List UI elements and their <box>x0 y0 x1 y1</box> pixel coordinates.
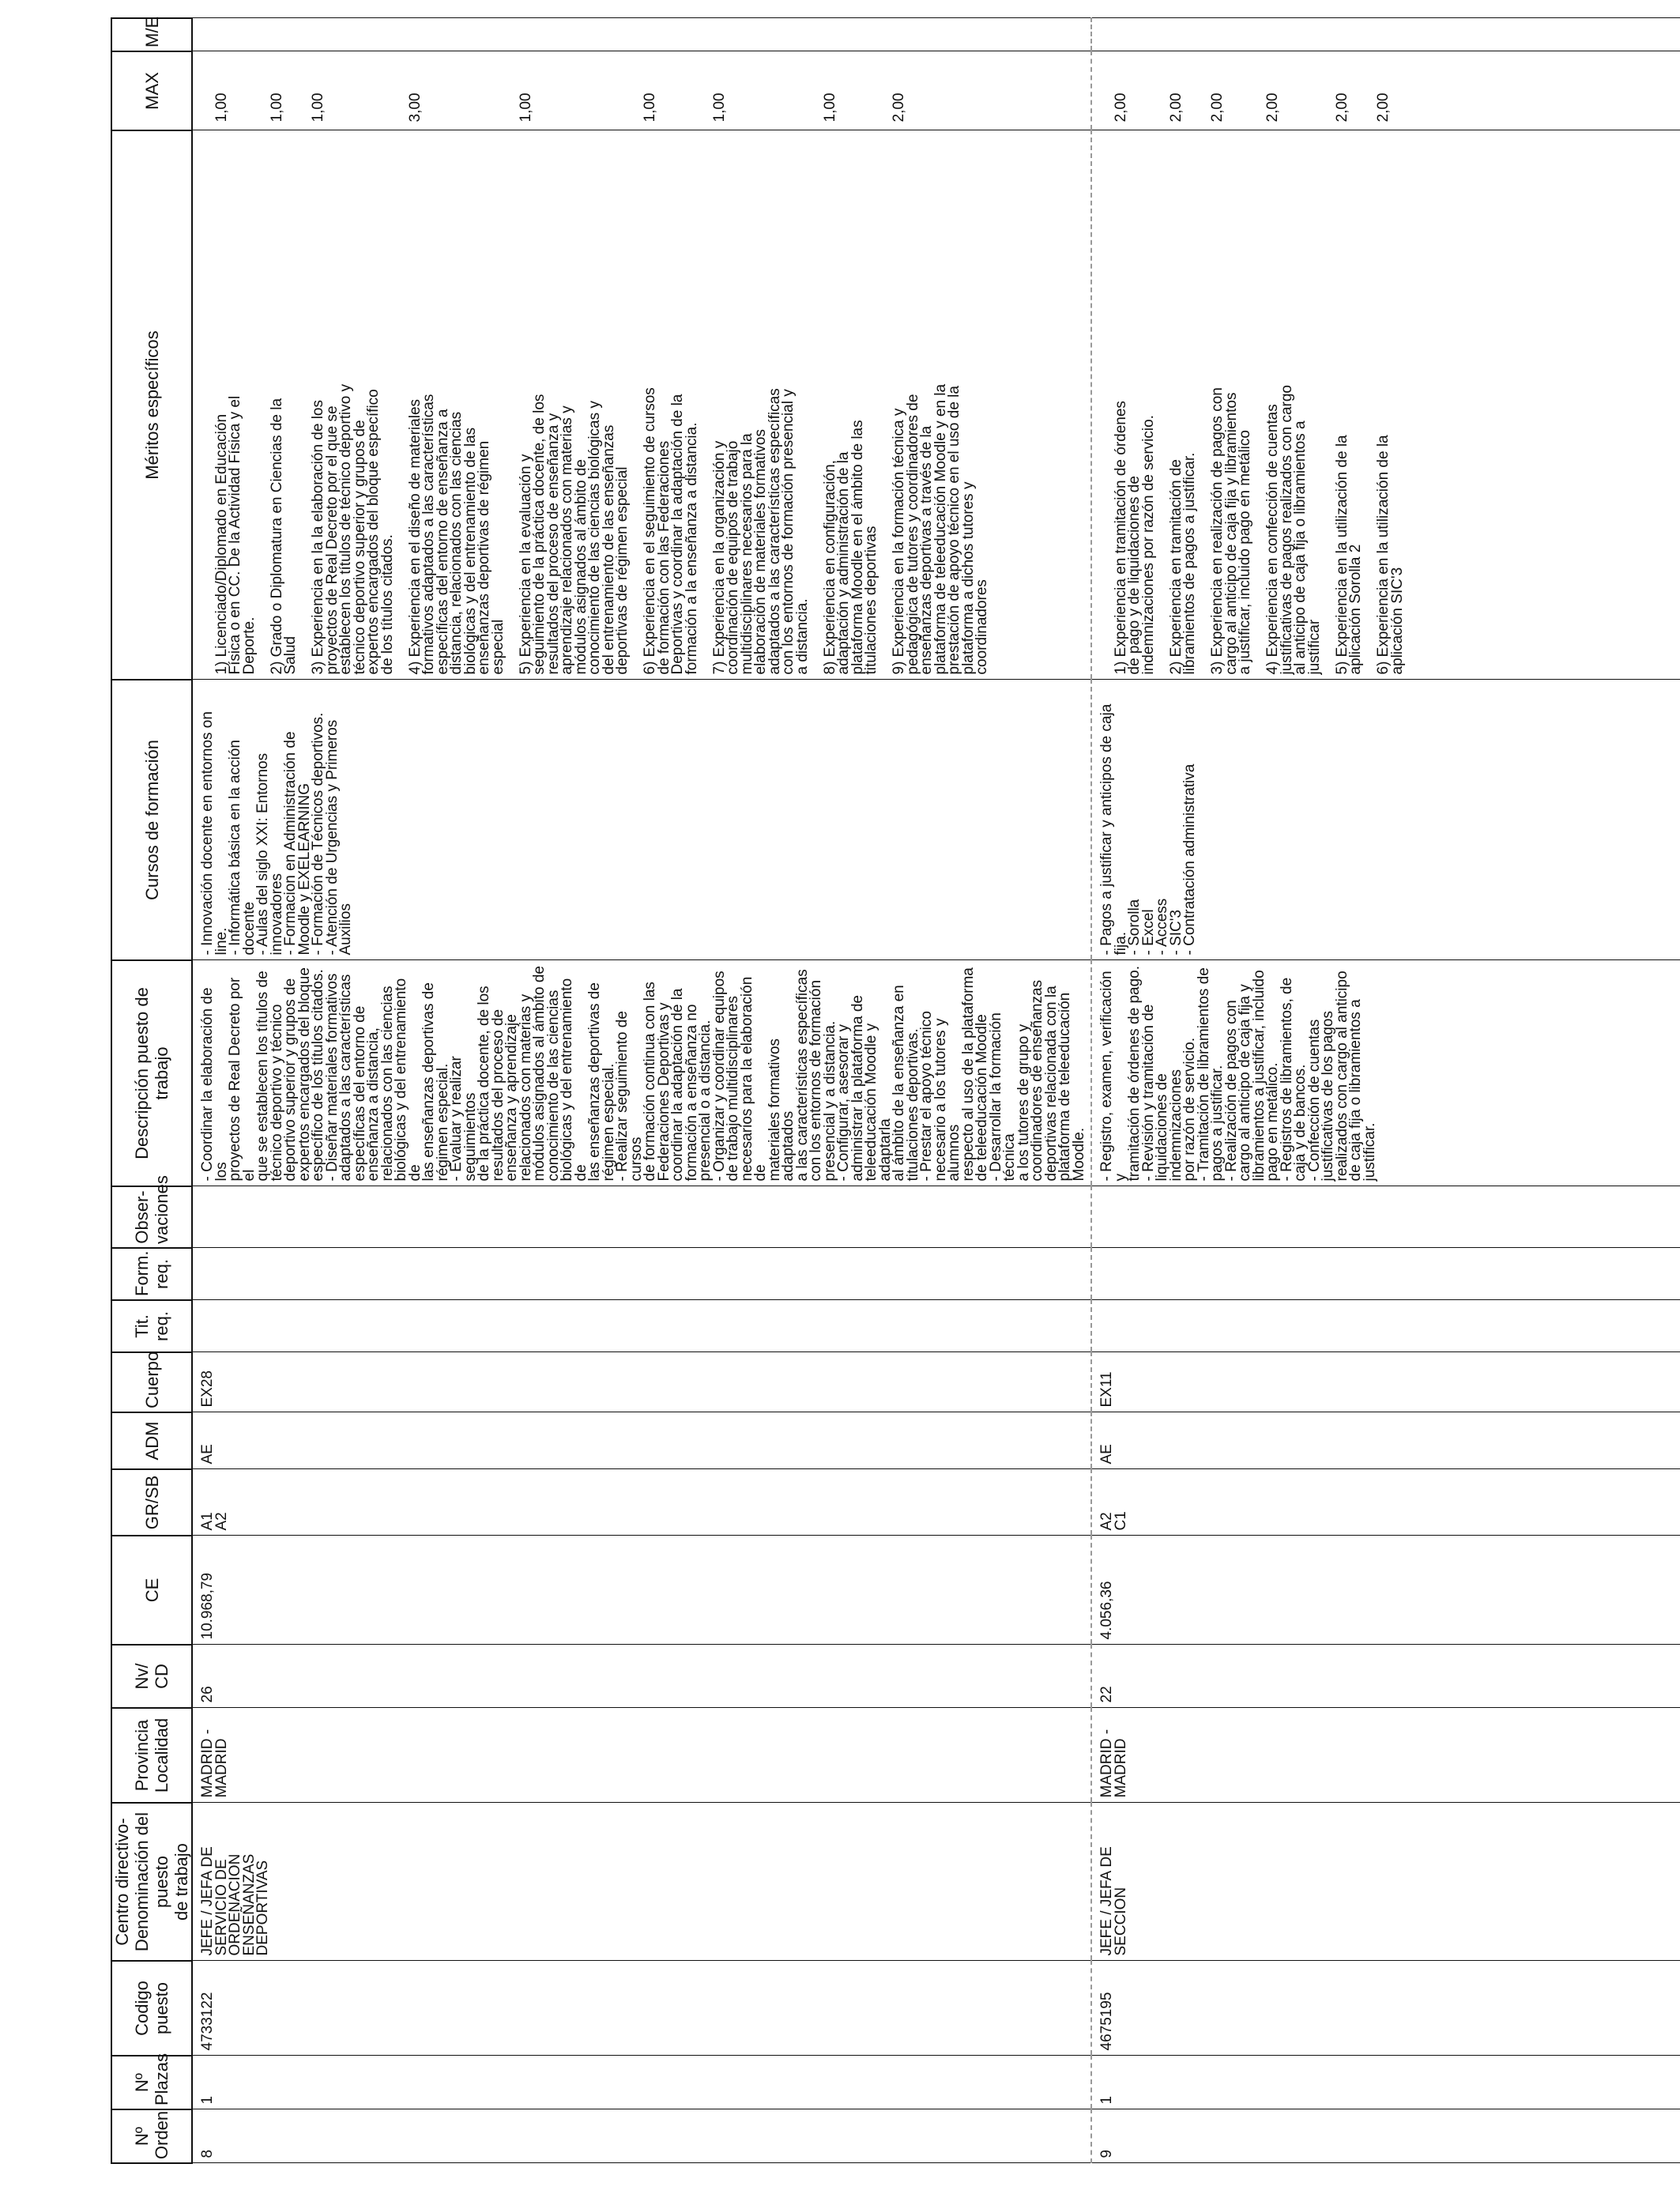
cell-observaciones <box>192 1186 1091 1248</box>
header-observaciones: Obser- vaciones <box>111 1186 192 1248</box>
header-centro: Centro directivo- Denominación del puesto de trabajo <box>111 1803 192 1961</box>
merit-text: 2) Experiencia en tramitación de libramientos de pagos a justificar. <box>1167 452 1198 675</box>
cell-descripcion: - Coordinar la elaboración de los proyectos de Real Decreto por el que se establecen los títulos de técnico deportivo y técnico deportivo superior y grupos de expertos encargados del bloque específico de los títulos citados. - Diseñar materiales formativos adaptados a las características específicas del entorno de enseñanza a distancia, relacionados con las ciencias biológicas y del entrenamiento de las enseñanzas deportivas de régimen especial. - Evaluar y realizar seguimientos de la práctica docente, de los resultados del proceso de enseñanza y aprendizaje relacionados con materias y módulos asignados al ámbito de conocimiento de las ciencias biológicas y del entrenamiento de las enseñanzas deportivas de régimen especial. - Realizar seguimiento de cursos de formación continua con las Federaciones Deportivas y coordinar la adaptación de la formación a enseñanza no presencial o a distancia. - Organizar y coordinar equipos de trabajo multidisciplinares necesarios para la elaboración de materiales formativos adaptados a las características específicas con los entornos de formación presencial y a distancia. - Configurar, asesorar y administrar la plataforma de teleeducación Moodle y adaptarla al ámbito de la enseñanza en titulaciones deportivas. - Prestar el apoyo técnico necesario a los tutores y alumnos respecto al uso de la plataforma de teleeducación Moodle - Desarrollar la formación técnica a los tutores de grupo y coordinadores de enseñanzas deportivas relacionada con la plataforma de teleeducación Moodle. <box>192 960 1091 1186</box>
cell-orden: 8 <box>192 2109 1091 2163</box>
merit-score: 2,00 <box>1375 92 1392 123</box>
header-orden: Nº Orden <box>111 2109 192 2163</box>
cell-me <box>192 18 1091 51</box>
merit-score: 2,00 <box>1264 92 1281 123</box>
table-row <box>192 18 1091 2163</box>
header-provincia: Provincia Localidad <box>111 1708 192 1803</box>
header-ce: CE <box>111 1536 192 1645</box>
merit-text: 7) Experiencia en la organización y coordinación de equipos de trabajo multidisciplinares necesarios para la elaboración de materiales formativos adaptados a las características específicas con los entornos de formación presencial y a distancia. <box>710 388 811 675</box>
table-row <box>1091 18 1680 2163</box>
header-row <box>111 18 192 2163</box>
header-max: MAX <box>111 51 192 130</box>
cell-codigo: 4675195 <box>1091 1961 1680 2056</box>
cell-meritos <box>1091 130 1680 680</box>
cell-plazas: 1 <box>1091 2056 1680 2109</box>
cell-cuerpo: EX28 <box>192 1352 1091 1412</box>
cell-grupo: A2 C1 <box>1091 1469 1680 1536</box>
header-descripcion: Descripción puesto de trabajo <box>111 960 192 1186</box>
merit-text: 5) Experiencia en la evaluación y seguimiento de la práctica docente, de los resultados del proceso de enseñanza y aprendizaje relacionados con materias y módulos asignados al ámbito de conocimiento de las ciencias biológicas y del entrenamiento de las enseñanzas deportivas de régimen especial <box>517 394 631 675</box>
cell-grupo: A1 A2 <box>192 1469 1091 1536</box>
header-formacion: Form. req. <box>111 1248 192 1300</box>
header-codigo: Codigo puesto <box>111 1961 192 2056</box>
merit-score: 1,00 <box>268 92 285 123</box>
merit-text: 4) Experiencia en confección de cuentas justificativas de pagos realizados con cargo al anticipo de caja fija o libramientos a justificar <box>1264 385 1323 675</box>
merit-text: 1) Licenciado/Diplomado en Educación Física o en CC. De la Actividad Física y el Deporte. <box>213 395 258 675</box>
cell-observaciones <box>1091 1186 1680 1248</box>
cell-cursos: - Innovación docente en entornos on line. - Informática básica en la acción docente - Aulas del siglo XXI: Entornos innovadores - Formacion en Administración de Moodle y EXELEARNING - Formación de Técnicos deportivos. - Atención de Urgencias y Primeros Auxilios <box>192 680 1091 960</box>
cell-meritos <box>192 130 1091 680</box>
merit-text: 3) Experiencia en la la elaboración de los proyectos de Real Decreto por el que se establecen los títulos de técnico deportivo y técnico deportivo superior y grupos de expertos encargados del bloque específico de los títulos citados. <box>310 383 396 675</box>
cell-adm: AE <box>192 1412 1091 1469</box>
header-adm: ADM <box>111 1412 192 1469</box>
cell-max <box>192 51 1091 130</box>
cell-provincia: MADRID - MADRID <box>1091 1708 1680 1803</box>
merit-text: 6) Experiencia en la utilización de la aplicación SIC'3 <box>1375 435 1406 675</box>
merit-score: 2,00 <box>1167 92 1185 123</box>
merit-score: 1,00 <box>517 92 534 123</box>
cell-ce: 10.968,79 <box>192 1536 1091 1645</box>
merit-score: 2,00 <box>1112 92 1129 123</box>
merit-score: 3,00 <box>406 92 424 123</box>
merit-score: 1,00 <box>213 92 230 123</box>
merit-score: 1,00 <box>642 92 658 123</box>
merit-text: 3) Experiencia en realización de pagos con cargo al anticipo de caja fija y libramientos a justificar, incluido pago en metálico <box>1209 387 1253 675</box>
merit-text: 8) Experiencia en configuración, adaptación y administración de la plataforma Moodle en el ámbito de las titulaciones deportivas <box>821 420 880 675</box>
merit-text: 1) Experiencia en tramitación de órdenes de pago y de liquidaciones de indemnizaciones por razón de servicio. <box>1112 401 1157 675</box>
merit-score: 1,00 <box>821 92 838 123</box>
header-cursos: Cursos de formación <box>111 680 192 960</box>
header-me: M/E <box>111 18 192 51</box>
cell-cursos: - Pagos a justificar y anticipos de caja fija. - Sorolla - Excel - Access - SIC'3 - Contratación administrativa <box>1091 680 1680 960</box>
header-plazas: Nº Plazas <box>111 2056 192 2109</box>
header-titulacion: Tit. req. <box>111 1300 192 1352</box>
header-meritos: Méritos específicos <box>111 130 192 680</box>
cell-orden: 9 <box>1091 2109 1680 2163</box>
cell-provincia: MADRID - MADRID <box>192 1708 1091 1803</box>
cell-nivel: 22 <box>1091 1645 1680 1708</box>
header-cuerpo: Cuerpo <box>111 1352 192 1412</box>
merit-text: 9) Experiencia en la formación técnica y pedagógica de tutores y coordinadores de enseñanzas deportivas a través de la plataforma de teleeducación Moodle y en la prestación de apoyo técnico en el uso de la plataforma a dichos tutores y coordinadores <box>891 383 990 675</box>
merit-score: 1,00 <box>710 92 728 123</box>
job-positions-table <box>111 17 1680 2164</box>
merit-text: 5) Experiencia en la utilización de la aplicación Sorolla 2 <box>1333 435 1364 675</box>
cell-nivel: 26 <box>192 1645 1091 1708</box>
merit-score: 2,00 <box>891 92 907 123</box>
cell-formacion <box>192 1248 1091 1300</box>
cell-adm: AE <box>1091 1412 1680 1469</box>
cell-ce: 4.056,36 <box>1091 1536 1680 1645</box>
cell-descripcion: - Registro, examen, verificación y tramitación de órdenes de pago. - Revisión y tramitación de liquidaciones de indemnizaciones por razón de servicio. - Tramitación de libramientos de pagos a justificar. - Realización de pagos con cargo al anticipo de caja fija y libramientos a justificar, incluido pago en metálico. - Registros de libramientos, de caja y de bancos. - Confección de cuentas justificativas de los pagos realizados con cargo al anticipo de caja fija o libramientos a justificar. <box>1091 960 1680 1186</box>
merit-score: 2,00 <box>1209 92 1226 123</box>
merit-text: 6) Experiencia en el seguimiento de cursos de formación con las Federaciones Deportivas y coordinar la adaptación de la formación a la enseñanza a distancia. <box>642 387 700 675</box>
merit-text: 2) Grado o Diplomatura en Ciencias de la Salud <box>268 398 299 675</box>
cell-titulacion <box>192 1300 1091 1352</box>
cell-max <box>1091 51 1680 130</box>
cell-plazas: 1 <box>192 2056 1091 2109</box>
header-grupo: GR/SB <box>111 1469 192 1536</box>
cell-centro: JEFE / JEFA DE SECCION <box>1091 1803 1680 1961</box>
cell-codigo: 4733122 <box>192 1961 1091 2056</box>
merit-score: 1,00 <box>310 92 326 123</box>
merit-text: 4) Experiencia en el diseño de materiales formativos adaptados a las características específicas del entorno de enseñanza a distancia, relacionados con las ciencias biológicas y del entrenamiento de las enseñanzas deportivas de régimen especial <box>406 394 507 675</box>
cell-cuerpo: EX11 <box>1091 1352 1680 1412</box>
cell-me <box>1091 18 1680 51</box>
cell-centro: JEFE / JEFA DE SERVICIO DE ORDENACION ENSEÑANZAS DEPORTIVAS <box>192 1803 1091 1961</box>
cell-titulacion <box>1091 1300 1680 1352</box>
cell-formacion <box>1091 1248 1680 1300</box>
merit-score: 2,00 <box>1333 92 1350 123</box>
header-nivel: Nv/ CD <box>111 1645 192 1708</box>
